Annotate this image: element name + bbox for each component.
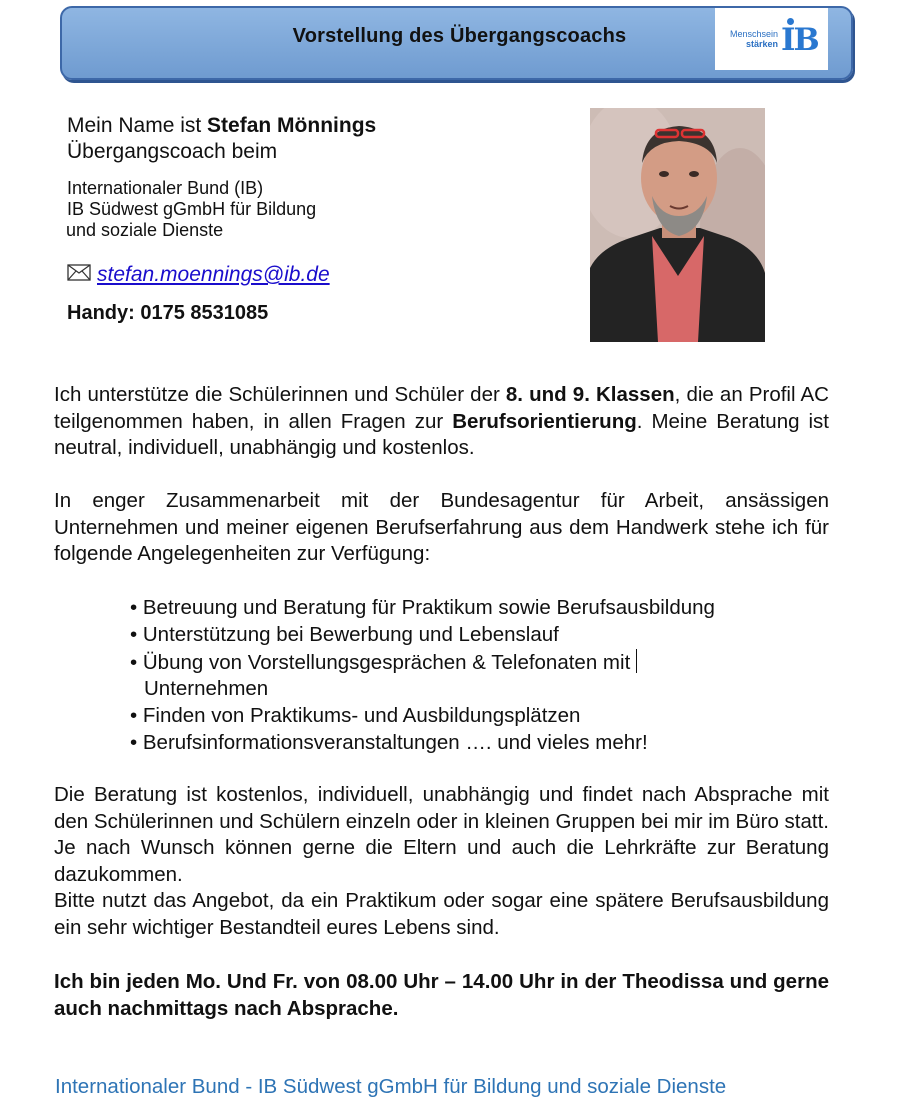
- list-item: • Finden von Praktikums- und Ausbildungsplätzen: [130, 704, 581, 728]
- envelope-icon: [67, 263, 91, 287]
- org-line-3: und soziale Dienste: [66, 220, 224, 240]
- org-line-1: Internationaler Bund (IB): [67, 178, 264, 198]
- logo-slogan-line2: stärken: [746, 39, 779, 49]
- title-banner: [60, 6, 853, 80]
- p1-classes: 8. und 9. Klassen: [505, 383, 675, 406]
- logo-mark: IB: [781, 22, 818, 58]
- page-title: Vorstellung des Übergangscoachs: [292, 25, 627, 47]
- cooperation-paragraph: In enger Zusammenarbeit mit der Bundesagentur für Arbeit, ansässigen Unternehmen und meiner eigenen Berufserfahrung aus dem Handwerk stehe ich für folgende Angelegenheiten zur Verfügung:: [54, 489, 829, 565]
- list-item: • Berufsinformationsveranstaltungen …. und vieles mehr!: [130, 730, 648, 754]
- logo-slogan: [730, 29, 778, 49]
- ib-logo: [715, 8, 828, 70]
- p1-text-1: Ich unterstütze die Schülerinnen und Schüler der: [54, 383, 506, 406]
- list-item-text: • Übung von Vorstellungsgesprächen & Telefonaten mit: [130, 650, 631, 674]
- text-cursor: [636, 649, 637, 673]
- p1-text-2: , die an Profil AC teilgenommen haben, in allen Fragen zur: [54, 383, 829, 433]
- coach-photo: [590, 108, 765, 342]
- offer-text: Bitte nutzt das Angebot, da ein Praktikum oder sogar eine spätere Berufsausbildung ein sehr wichtiger Bestandteil eures Lebens sind.: [54, 889, 829, 939]
- consultation-text: Die Beratung ist kostenlos, individuell, unabhängig und findet nach Absprache mit den Schülerinnen und Schülern einzeln oder in kleinen Gruppen bei mir im Büro statt. Je nach Wunsch können gerne die Eltern und auch die Lehrkräfte zur Beratung dazukommen.: [54, 783, 829, 886]
- list-item: • Betreuung und Beratung für Praktikum sowie Berufsausbildung: [130, 596, 715, 619]
- email-row: [67, 263, 330, 287]
- name-prefix: Mein Name ist: [67, 114, 208, 137]
- consultation-paragraph: [54, 782, 829, 941]
- email-link[interactable]: stefan.moennings@ib.de: [97, 263, 330, 286]
- coach-name: Stefan Mönnings: [207, 114, 377, 137]
- intro-paragraph: [54, 382, 829, 462]
- services-list: [130, 595, 715, 757]
- footer-organization: Internationaler Bund - IB Südwest gGmbH für Bildung und soziale Dienste: [55, 1075, 727, 1098]
- list-item-continuation: Unternehmen: [144, 677, 269, 701]
- list-item: [130, 649, 715, 677]
- organization: [67, 178, 316, 241]
- p1-text-3: . Meine Beratung ist neutral, individuell, unabhängig und kostenlos.: [54, 409, 830, 459]
- logo-slogan-line1: Menschsein: [730, 29, 779, 39]
- role-line: Übergangscoach beim: [67, 140, 278, 163]
- p1-topic: Berufsorientierung: [452, 409, 637, 433]
- org-line-2: IB Südwest gGmbH für Bildung: [67, 199, 317, 219]
- list-item: • Unterstützung bei Bewerbung und Lebenslauf: [130, 622, 559, 646]
- name-line: [67, 113, 376, 139]
- office-hours: Ich bin jeden Mo. Und Fr. von 08.00 Uhr – 14.00 Uhr in der Theodissa und gerne auch nachmittags nach Absprache.: [54, 970, 829, 1020]
- intro-block: [67, 113, 376, 165]
- phone-number: Handy: 0175 8531085: [67, 302, 269, 324]
